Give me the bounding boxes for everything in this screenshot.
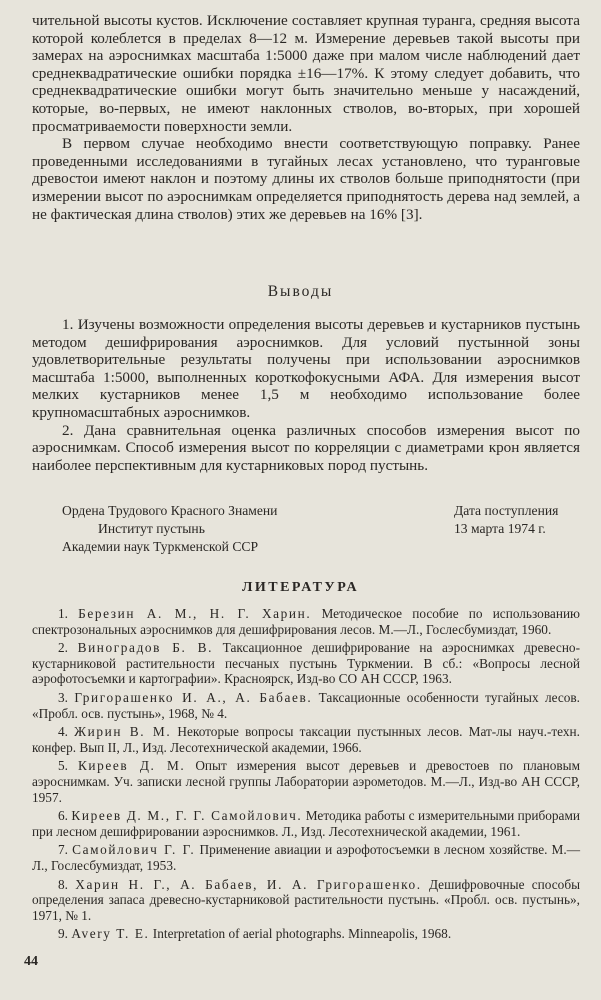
reference-authors: Самойлович Г. Г. [72, 842, 196, 858]
reference-number: 1. [58, 606, 68, 621]
reference-authors: Жирин В. М. [74, 724, 172, 740]
reference-text: Таксационное дешифрирование на аэроснимках древесно-кустарниковой растительности песчаных пустынь Туркмении. В сб.: «Вопросы лесной аэрофотосъемки и картографии». Красноярск, Изд-во СО АН СССР, 1963. [32, 640, 581, 687]
reference-number: 8. [58, 876, 68, 892]
reference-text: Методическое пособие по использованию спектрозональных аэроснимков для дешифрирования лесов. М.—Л., Гослесбумиздат, 1960. [32, 606, 580, 637]
body-paragraph: чительной высоты кустов. Исключение составляет крупная туранга, средняя высота которой колеблется в пределах 8—12 м. Измерение деревьев такой высоты при замерах на аэроснимках масштаба 1:5000 даже при малом числе наблюдений дает среднеквадратические ошибки порядка ±16—17%. К этому следует добавить, что среднеквадратические ошибки могут быть значительно меньше у насаждений, которые, во-первых, не имеют наклонных стволов, во-вторых, при хорошей просматриваемости поверхности земли. [32, 12, 580, 135]
reference-text: Применение авиации и аэрофотосъемки в лесном хозяйстве. М.—Л., Гослесбумиздат, 1953. [32, 842, 580, 873]
affiliation-line: Ордена Трудового Красного Знамени [62, 503, 278, 518]
conclusions-heading: Выводы [267, 283, 334, 300]
reference-text: Таксационные особенности тугайных лесов. «Пробл. осв. пустынь», 1968, № 4. [32, 689, 581, 721]
reference-authors: Киреев Д. М., Г. Г. Самойлович. [71, 808, 303, 824]
reference-text: Некоторые вопросы таксации пустынных лесов. Мат-лы науч.-техн. конфер. Вып II, Л., Изд. Лесотехнической академии, 1966. [32, 724, 581, 755]
reference-number: 2. [58, 640, 68, 656]
reference-number: 9. [58, 926, 68, 942]
reference-authors: Григорашенко И. А., А. Бабаев. [74, 689, 313, 705]
reference-text: Опыт измерения высот деревьев и древостоев по плановым аэроснимкам. Уч. записки лесной группы Лаборатории аэрометодов. М.—Л., Изд-во АН СССР, 1957. [32, 758, 580, 805]
conclusions-list [32, 316, 580, 474]
received-date-block [454, 502, 558, 538]
reference-item [32, 877, 580, 924]
reference-number: 5. [58, 758, 68, 774]
institution-affiliation [62, 502, 277, 556]
reference-item [32, 926, 580, 942]
literature-heading: ЛИТЕРАТУРА [241, 580, 360, 595]
reference-number: 3. [58, 689, 68, 705]
reference-number: 4. [58, 724, 68, 740]
body-paragraph: В первом случае необходимо внести соответствующую поправку. Ранее проведенными исследованиями в тугайных лесах установлено, что туранговые древостои имеют наклон и поэтому длины их стволов больше приподнятости (при измерении высот по аэроснимкам определяется приподнятость дерева над землей, а не фактическая длина стволов) этих же деревьев на 16% [3]. [32, 135, 580, 223]
reference-item [32, 606, 580, 637]
reference-authors: Avery T. E. [71, 926, 150, 942]
reference-text: Дешифровочные способы определения запаса древесно-кустарниковой растительности пустынь. «Пробл. осв. пустынь», 1971, № 1. [32, 876, 581, 923]
reference-list [32, 606, 580, 945]
reference-item [32, 808, 580, 839]
reference-number: 6. [58, 808, 68, 824]
body-text [32, 12, 580, 223]
reference-item [32, 842, 580, 873]
affiliation-line: Академии наук Туркменской ССР [62, 539, 259, 554]
reference-item [32, 640, 580, 687]
affiliation-line: Институт пустынь [98, 521, 205, 536]
reference-text: Методика работы с измерительными приборами при лесном дешифрировании аэроснимков. Л., Изд. Лесотехнической академии, 1961. [32, 808, 580, 839]
conclusion-item: 2. Дана сравнительная оценка различных способов измерения высот по аэроснимкам. Способ измерения высот по корреляции с диаметрами крон является наиболее перспективным для кустарниковых пород пустынь. [32, 421, 580, 474]
reference-number: 7. [58, 842, 68, 858]
received-label: Дата поступления [454, 503, 559, 518]
conclusion-item: 1. Изучены возможности определения высоты деревьев и кустарников пустынь методом дешифрирования аэроснимков. Для условий пустынной зоны удовлетворительные результаты получены при использовании аэроснимков масштаба 1:5000, выполненных короткофокусными АФА. Для измерения высот мелких кустарников менее 1,5 м необходимо использование более крупномасштабных аэроснимков. [32, 316, 580, 421]
reference-text: Interpretation of aerial photographs. Minneapolis, 1968. [152, 926, 452, 942]
reference-item [32, 690, 580, 721]
reference-authors: Харин Н. Г., А. Бабаев, И. А. Григорашенко. [75, 876, 422, 892]
reference-item [32, 758, 580, 805]
reference-authors: Виноградов Б. В. [77, 640, 214, 656]
page-number: 44 [24, 954, 38, 969]
received-date: 13 марта 1974 г. [454, 521, 546, 536]
reference-authors: Киреев Д. М. [77, 758, 186, 774]
reference-authors: Березин А. М., Н. Г. Харин. [78, 606, 312, 621]
reference-item [32, 724, 580, 755]
